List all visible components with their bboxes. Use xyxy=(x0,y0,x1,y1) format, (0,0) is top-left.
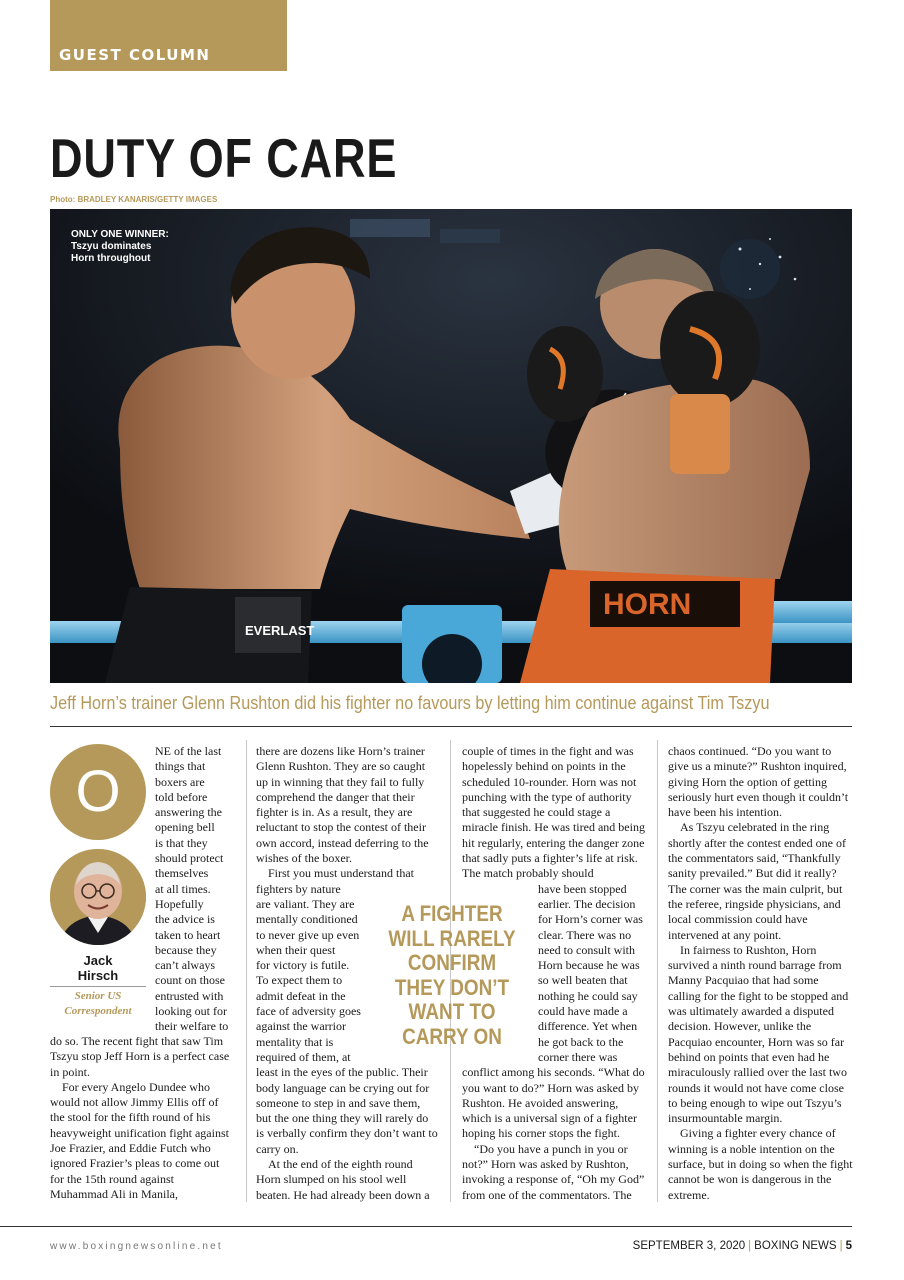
article-line: their welfare to xyxy=(155,1019,229,1034)
article-line: Horn because he was xyxy=(538,958,640,973)
article-paragraph: least in the eyes of the public. Their body language can be crying out for someone to step in and save them, but the one thing they will rarely do is verbally confirm they don’t want to carry on. xyxy=(256,1065,438,1156)
author-portrait-icon xyxy=(50,849,146,945)
article-paragraph: As Tszyu celebrated in the ring shortly after the contest ended one of the commentators said, “Thankfully sanity prevailed.” But did it really? The corner was the main culprit, but the referee, ringside physicians, and local commission could have intervened at any point. xyxy=(668,820,846,942)
hero-photo xyxy=(50,209,852,683)
article-paragraph: couple of times in the fight and was hopelessly behind on points in the scheduled 10-rounder. Horn was not punching with the type of authority that suggested he could stage a miracle finish. He was tired and being hit regularly, entering the danger zone that sadly puts a fighter’s life at risk. The match probably should xyxy=(462,744,645,881)
article-line: he got back to the xyxy=(538,1034,624,1049)
article-narrow-lines xyxy=(256,882,368,1066)
article-paragraph: First you must understand that xyxy=(268,866,414,881)
article-col1-lines xyxy=(155,744,240,1035)
page-number: 5 xyxy=(845,1240,852,1252)
article-paragraph: At the end of the eighth round Horn slumped on his stool well beaten. He had already been down a xyxy=(256,1157,430,1202)
article-paragraph: For every Angelo Dundee who would not allow Jimmy Ellis off of the stool for the fifth round of his heavyweight unification fight against Joe Frazier, and Eddie Futch who ignored Frazier’s pleas to come out for the 15th round against Muhammad Ali in Manila, xyxy=(50,1079,229,1201)
article-line: to never give up even xyxy=(256,927,360,942)
article-line: Hopefully xyxy=(155,896,204,911)
article-line: count on those xyxy=(155,973,225,988)
article-paragraph: do so. The recent fight that saw Tim Tszyu stop Jeff Horn is a perfect case in point. xyxy=(50,1034,230,1079)
article-line: is that they xyxy=(155,835,208,850)
article-line: for victory is futile. xyxy=(256,958,350,973)
article-line: when their quest xyxy=(256,942,336,957)
article-line: because they xyxy=(155,942,217,957)
article-line: should protect xyxy=(155,851,224,866)
author-avatar xyxy=(50,849,146,945)
photo-credit xyxy=(50,195,217,204)
article-line: nothing he could say xyxy=(538,988,638,1003)
article-narrow-lines xyxy=(538,882,648,1066)
article-line: To expect them to xyxy=(256,973,343,988)
article-line: have been stopped xyxy=(538,881,627,896)
author-role xyxy=(50,989,146,1019)
author-role-line: Senior US xyxy=(74,990,122,1002)
photo-credit-name: BRADLEY KANARIS/GETTY IMAGES xyxy=(77,195,218,204)
hero-caption-line: ONLY ONE WINNER: xyxy=(71,229,169,240)
article-line: NE of the last xyxy=(155,744,222,758)
article-line: fighters by nature xyxy=(256,881,341,896)
article-line: earlier. The decision xyxy=(538,896,636,911)
standfirst: Jeff Horn’s trainer Glenn Rushton did his fighter no favours by letting him continue against Tim Tszyu xyxy=(50,693,770,713)
article-line: difference. Yet when xyxy=(538,1019,638,1034)
pull-quote: A FIGHTER WILL RARELY CONFIRM THEY DON’T WANT TO CARRY ON xyxy=(388,901,516,1049)
author-first-name: Jack xyxy=(83,953,113,968)
article-line: could have made a xyxy=(538,1004,628,1019)
article-line: are valiant. They are xyxy=(256,896,355,911)
article-line: mentality that is xyxy=(256,1034,334,1049)
footer-date: SEPTEMBER 3, 2020 xyxy=(632,1240,746,1252)
article-line: clear. There was no xyxy=(538,927,632,942)
article-paragraph: conflict among his seconds. “What do you want to do?” Horn was asked by Rushton. He avoided answering, which is a universal sign of a fighter hoping his corner stops the fight. xyxy=(462,1065,645,1141)
hero-caption xyxy=(71,229,169,265)
article-line: against the warrior xyxy=(256,1019,346,1034)
article-line: so well beaten that xyxy=(538,973,628,988)
article-line: admit defeat in the xyxy=(256,988,346,1003)
trunks-right-text: HORN xyxy=(603,588,692,621)
article-paragraph: In fairness to Rushton, Horn survived a ninth round barrage from Manny Pacquiao that had some calling for the fight to be stopped and was ultimately awarded a disputed decision. However, unlike the Pacquiao encounter, Horn was so far behind on points that even had he miraculously rallied over the last two rounds it would not have come close to being enough to wipe out Tszyu’s insurmountable margin. xyxy=(668,942,849,1126)
article-paragraph: Giving a fighter every chance of winning is a noble intention on the surface, but in doing so when the fight cannot be won is dangerous in the extreme. xyxy=(668,1126,853,1202)
article-line: corner there was xyxy=(538,1049,618,1064)
footer-folio: SEPTEMBER 3, 2020 | BOXING NEWS | 5 xyxy=(632,1240,852,1252)
hero-caption-line: Tszyu dominates xyxy=(71,241,152,252)
article-column-3 xyxy=(462,744,648,1203)
article-line: face of adversity goes xyxy=(256,1004,361,1019)
article-line: answering the xyxy=(155,805,222,820)
footer-url[interactable]: www.boxingnewsonline.net xyxy=(50,1241,223,1252)
photo-credit-label: Photo: xyxy=(50,195,76,204)
hero-caption-line: Horn throughout xyxy=(71,253,151,264)
article-line: for Horn’s corner was xyxy=(538,912,643,927)
article-line: can’t always xyxy=(155,958,216,973)
footer-divider xyxy=(0,1226,852,1227)
drop-cap: O xyxy=(50,744,146,840)
article-line: at all times. xyxy=(155,881,211,896)
article-line: entrusted with xyxy=(155,988,224,1003)
footer-publication: BOXING NEWS xyxy=(754,1240,837,1252)
article-paragraph: there are dozens like Horn’s trainer Glenn Rushton. They are so caught up in winning that they fail to fully comprehend the danger that their fighter is in. As a result, they are reluctant to stop the contest of their own accord, instead deferring to the wishes of the boxer. xyxy=(256,744,429,866)
article-line: themselves xyxy=(155,866,209,881)
author-divider xyxy=(50,986,146,987)
article-line: the advice is xyxy=(155,912,215,927)
section-label: GUEST COLUMN xyxy=(59,46,211,64)
divider xyxy=(50,726,852,727)
headline: DUTY OF CARE xyxy=(50,127,398,189)
article-line: need to consult with xyxy=(538,942,635,957)
column-separator xyxy=(657,740,658,1202)
article-line: told before xyxy=(155,789,208,804)
article-paragraph: chaos continued. “Do you want to give us a minute?” Rushton inquired, giving Horn the option of getting seriously hurt even though it couldn’t have been his intention. xyxy=(668,744,849,820)
article-line: opening bell xyxy=(155,820,215,835)
author-name xyxy=(50,953,146,983)
article-line: mentally conditioned xyxy=(256,912,358,927)
article-line: boxers are xyxy=(155,774,205,789)
article-line: taken to heart xyxy=(155,927,221,942)
article-line: things that xyxy=(155,759,206,774)
trunks-left-text: EVERLAST xyxy=(245,623,315,638)
article-line: required of them, at xyxy=(256,1049,351,1064)
article-column-1 xyxy=(50,1034,234,1202)
article-paragraph: “Do you have a punch in you or not?” Horn was asked by Rushton, invoking a response of, “Oh my God” from one of the commentators. The xyxy=(462,1141,645,1202)
author-role-line: Correspondent xyxy=(64,1005,132,1017)
boxing-scene-illustration xyxy=(50,209,852,683)
author-last-name: Hirsch xyxy=(77,968,119,983)
column-separator xyxy=(246,740,247,1202)
article-column-4 xyxy=(668,744,854,1203)
section-tag xyxy=(50,0,287,71)
article-line: looking out for xyxy=(155,1004,227,1019)
